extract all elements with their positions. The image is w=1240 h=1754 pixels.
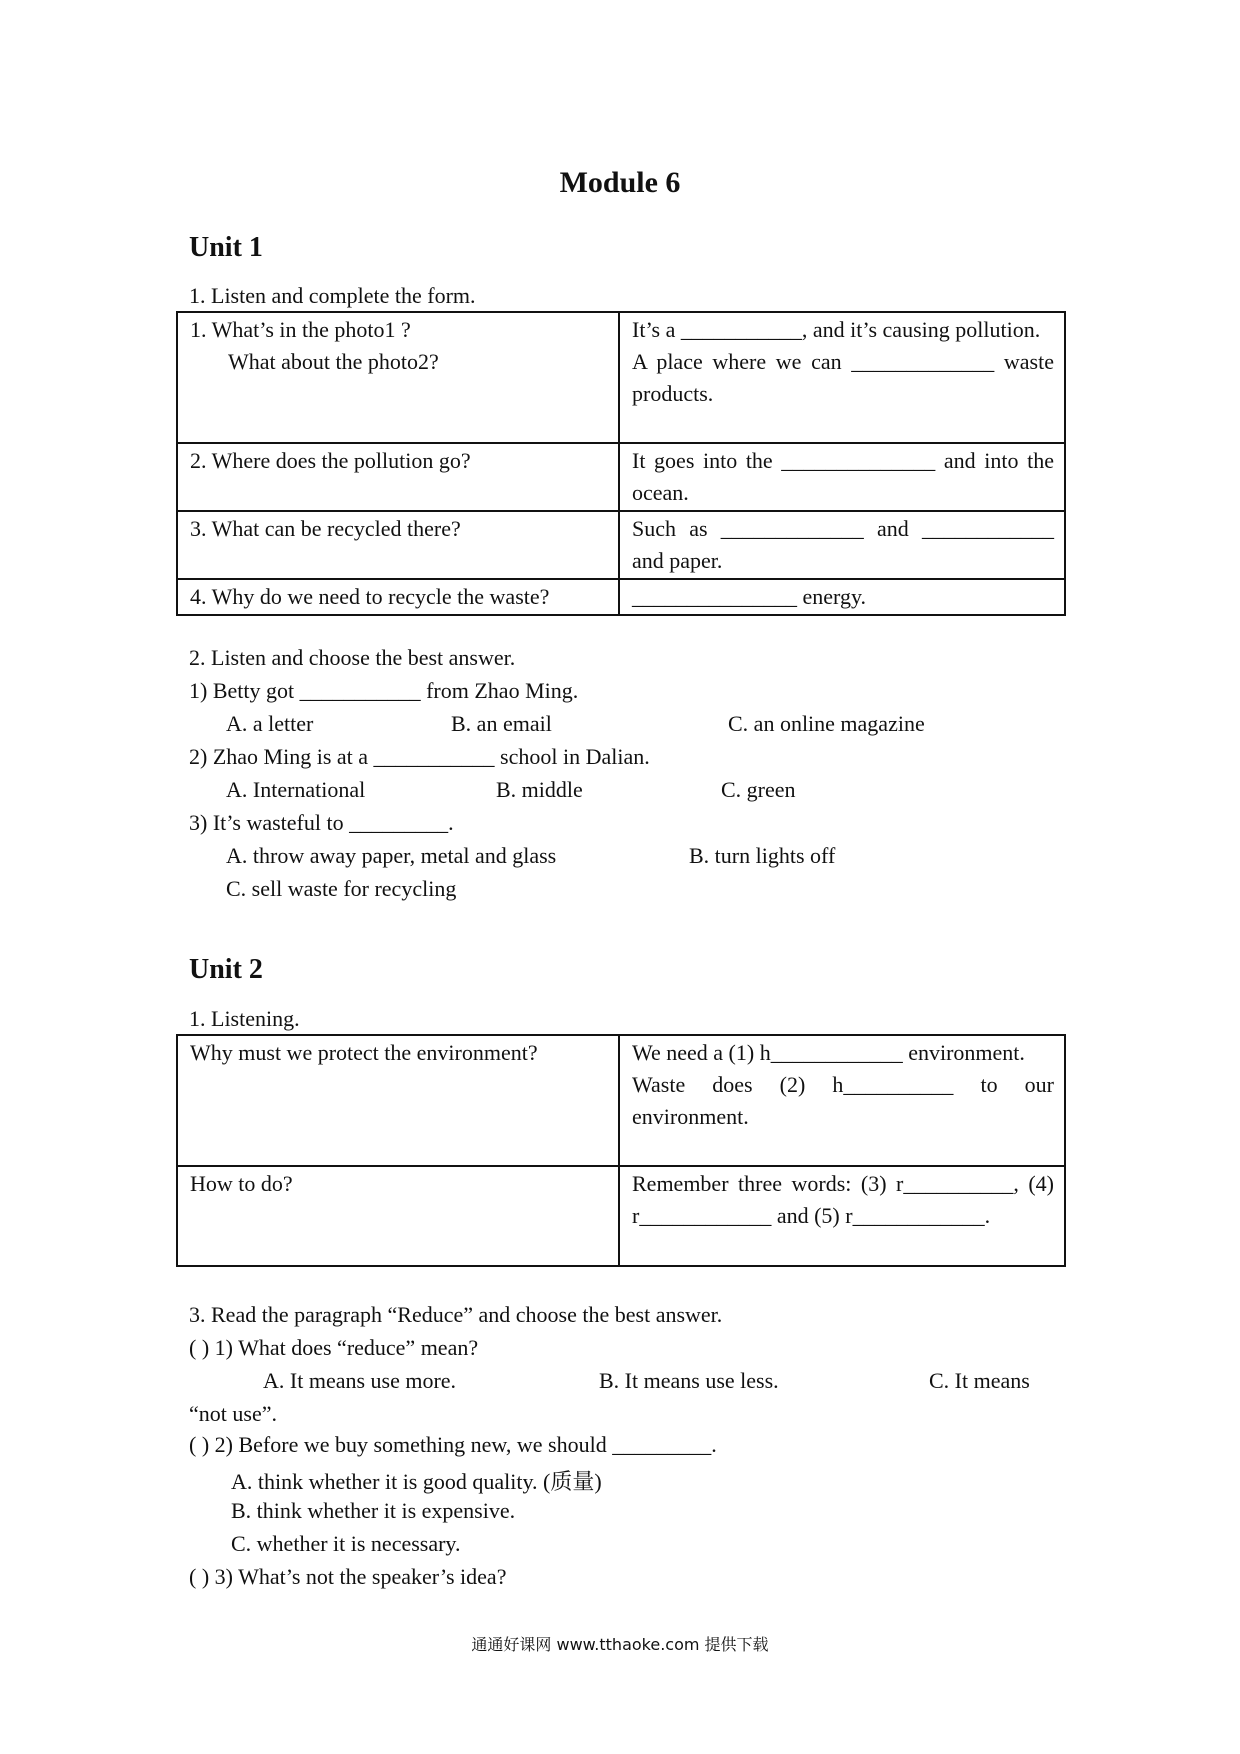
unit1-heading: Unit 1	[189, 232, 263, 263]
form-answer-line: We need a (1) h____________ environment.	[632, 1040, 1025, 1065]
form-question	[177, 1035, 619, 1166]
table-row	[177, 443, 1065, 511]
form-answer	[619, 443, 1065, 511]
form-answer	[619, 511, 1065, 579]
unit1-exercise2-title: 2. Listen and choose the best answer.	[189, 645, 516, 670]
form-answer	[619, 1166, 1065, 1266]
option-a: A. International	[226, 777, 366, 802]
question-stem: 2) Zhao Ming is at a ___________ school in Dalian.	[189, 744, 650, 769]
option-c-continuation: “not use”.	[189, 1401, 277, 1426]
option-b: B. think whether it is expensive.	[231, 1498, 516, 1523]
table-row	[177, 579, 1065, 615]
form-answer	[619, 579, 1065, 615]
form-question	[177, 312, 619, 443]
option-c: C. whether it is necessary.	[231, 1531, 461, 1556]
unit2-exercise3-title: 3. Read the paragraph “Reduce” and choose the best answer.	[189, 1302, 723, 1327]
question-stem: ( ) 2) Before we buy something new, we should _________.	[189, 1432, 717, 1457]
form-answer-line: _______________ energy.	[632, 584, 867, 609]
option-c: C. an online magazine	[728, 711, 925, 736]
option-b: B. turn lights off	[689, 843, 836, 868]
form-answer-line: Such as _____________ and ____________ and paper.	[632, 516, 1054, 573]
question-stem: ( ) 3) What’s not the speaker’s idea?	[189, 1564, 507, 1589]
unit1-exercise1-title: 1. Listen and complete the form.	[189, 283, 476, 308]
form-answer-line: It’s a ___________, and it’s causing pollution.	[632, 317, 1041, 342]
option-a: A. a letter	[226, 711, 314, 736]
form-answer-line: Remember three words: (3) r__________, (4) r____________ and (5) r____________.	[632, 1171, 1054, 1228]
question-stem: 1) Betty got ___________ from Zhao Ming.	[189, 678, 579, 703]
option-c: C. It means	[929, 1368, 1030, 1393]
unit2-heading: Unit 2	[189, 954, 263, 985]
form-answer-line: It goes into the ______________ and into the ocean.	[632, 448, 1054, 505]
option-b: B. an email	[451, 711, 552, 736]
page-footer: 通通好课网 www.tthaoke.com 提供下载	[471, 1635, 769, 1654]
table-row	[177, 312, 1065, 443]
form-answer-line: A place where we can _____________ waste products.	[632, 349, 1054, 406]
form-answer	[619, 1035, 1065, 1166]
option-b: B. middle	[496, 777, 583, 802]
table-row	[177, 511, 1065, 579]
unit1-form-table	[176, 311, 1066, 616]
form-question	[177, 1166, 619, 1266]
question-stem: 3) It’s wasteful to _________.	[189, 810, 454, 835]
form-question	[177, 579, 619, 615]
option-b: B. It means use less.	[599, 1368, 779, 1393]
form-answer	[619, 312, 1065, 443]
form-question-line: Why must we protect the environment?	[190, 1040, 538, 1065]
unit2-form-table	[176, 1034, 1066, 1267]
form-question-line: 2. Where does the pollution go?	[190, 448, 471, 473]
unit2-exercise1-title: 1. Listening.	[189, 1006, 300, 1031]
form-question	[177, 511, 619, 579]
option-c: C. sell waste for recycling	[226, 876, 457, 901]
option-c: C. green	[721, 777, 796, 802]
option-a: A. It means use more.	[263, 1368, 457, 1393]
table-row	[177, 1035, 1065, 1166]
question-stem: ( ) 1) What does “reduce” mean?	[189, 1335, 479, 1360]
module-title: Module 6	[559, 166, 681, 199]
form-question-line: 4. Why do we need to recycle the waste?	[190, 584, 550, 609]
form-question-line: How to do?	[190, 1171, 293, 1196]
table-row	[177, 1166, 1065, 1266]
form-answer-line: Waste does (2) h__________ to our environment.	[632, 1072, 1054, 1129]
option-a: A. throw away paper, metal and glass	[226, 843, 557, 868]
form-question	[177, 443, 619, 511]
form-question-line: What about the photo2?	[228, 349, 439, 374]
option-a: A. think whether it is good quality. (质量)	[231, 1469, 602, 1494]
form-question-line: 3. What can be recycled there?	[190, 516, 461, 541]
form-question-line: 1. What’s in the photo1 ?	[190, 317, 411, 342]
